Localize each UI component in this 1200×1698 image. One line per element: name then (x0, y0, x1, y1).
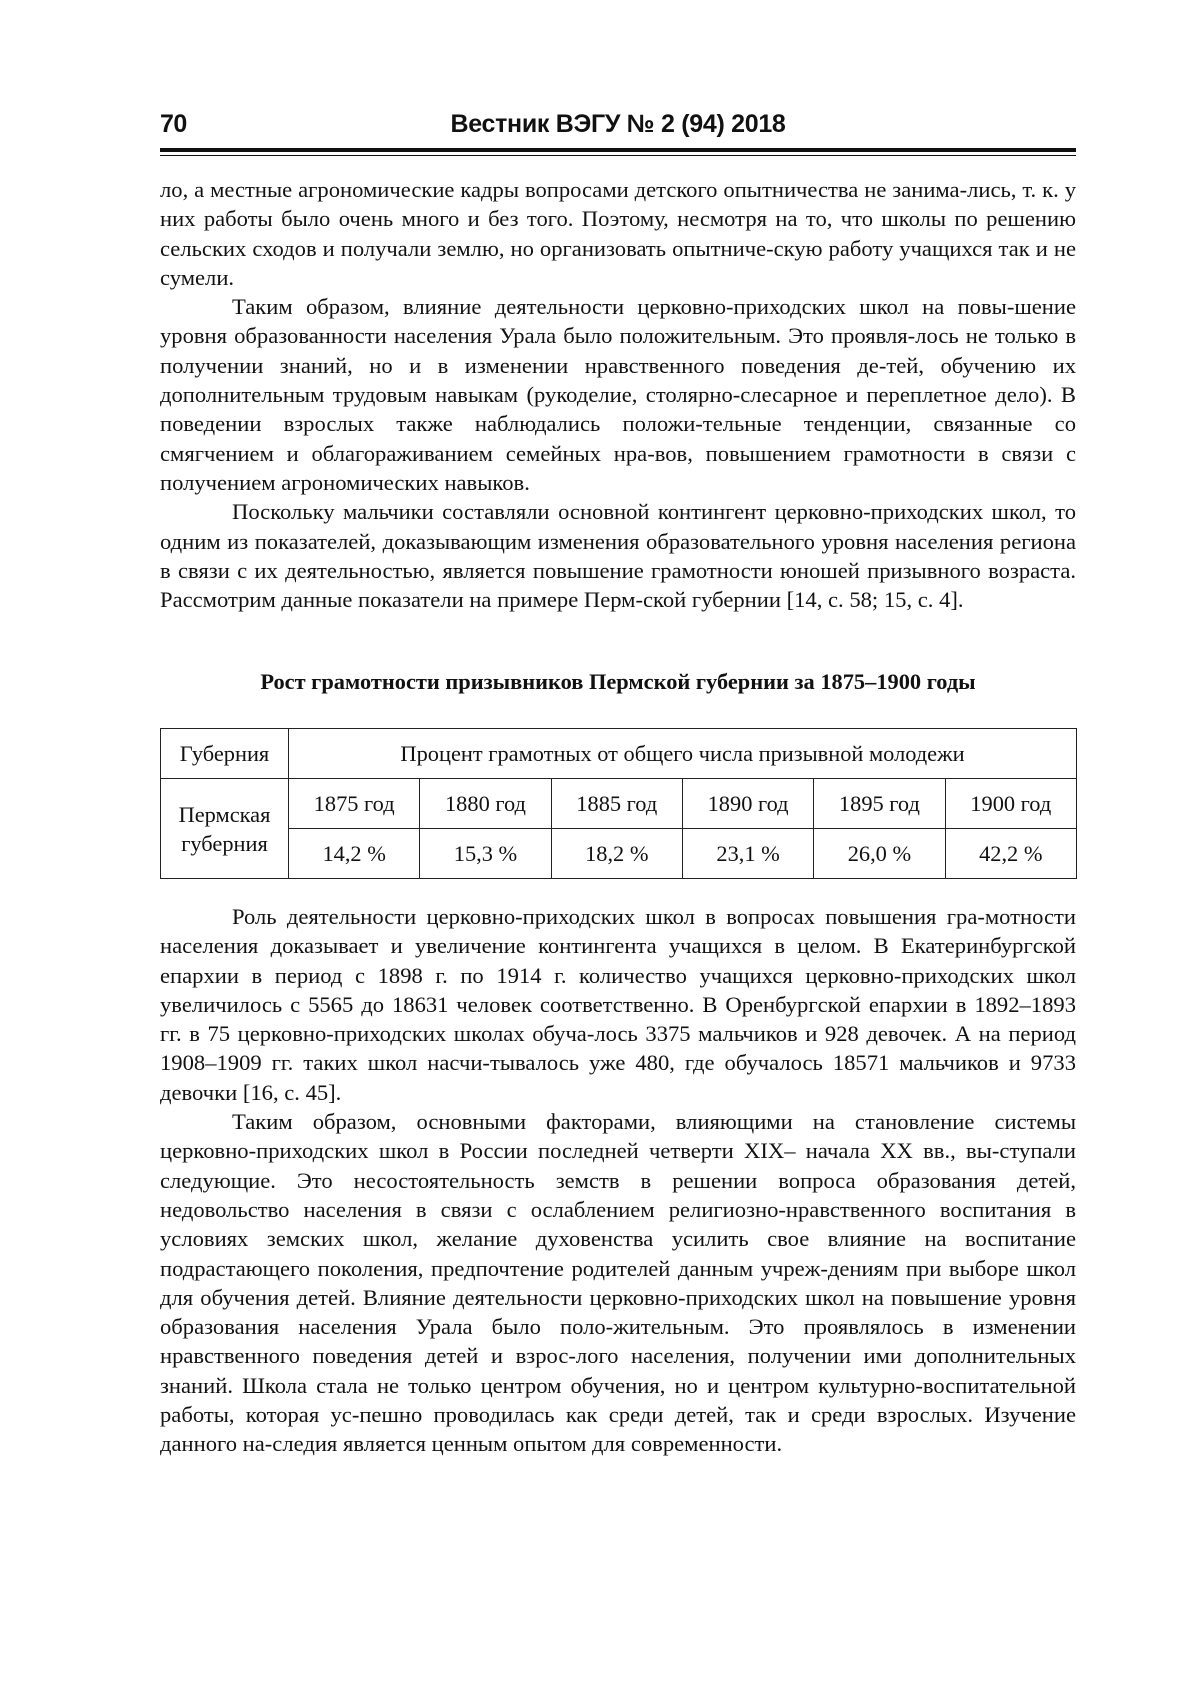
percent-cell: 23,1 % (682, 829, 813, 879)
table-row (161, 779, 1077, 829)
percent-cell: 26,0 % (814, 829, 945, 879)
literacy-table (160, 728, 1077, 879)
paragraph: Поскольку мальчики составляли основной контингент церковно-приходских школ, то одним из показателей, доказывающим изменения образовательного уровня населения региона в связи с их деятельностью, является повышение грамотности юношей призывного возраста. Рассмотрим данные показатели на примере Перм-ской губернии [14, с. 58; 15, с. 4]. (160, 499, 1076, 613)
journal-title: Вестник ВЭГУ № 2 (94) 2018 (450, 110, 786, 138)
year-cell: 1890 год (682, 779, 813, 829)
paragraph: Таким образом, основными факторами, влияющими на становление системы церковно-приходских школ в России последней четверти XIX– начала XX вв., вы-ступали следующие. Это несостоятельность земств в решении вопроса образования детей, недовольство населения в связи с ослаблением религиозно-нравственного воспитания в условиях земских школ, желание духовенства усилить свое влияние на воспитание подрастающего поколения, предпочтение родителей данным учреж-дениям при выборе школ для обучения детей. Влияние деятельности церковно-приходских школ на повышение уровня образования населения Урала было поло-жительным. Это проявлялось в изменении нравственного поведения детей и взрос-лого населения, получении ими дополнительных знаний. Школа стала не только центром обучения, но и центром культурно-воспитательной работы, которая ус-пешно проводилась как среди детей, так и среди взрослых. Изучение данного на-следия является ценным опытом для современности. (160, 1109, 1076, 1457)
percent-cell: 14,2 % (289, 829, 420, 879)
paragraph: Роль деятельности церковно-приходских школ в вопросах повышения гра-мотности населения доказывает и увеличение контингента учащихся в целом. В Екатеринбургской епархии в период с 1898 г. по 1914 г. количество учащихся церковно-приходских школ увеличилось с 5565 до 18631 человек соответственно. В Оренбургской епархии в 1892–1893 гг. в 75 церковно-приходских школах обуча-лось 3375 мальчиков и 928 девочек. А на период 1908–1909 гг. таких школ насчи-тывалось уже 480, где обучалось 18571 мальчиков и 9733 девочки [16, с. 45]. (160, 904, 1076, 1105)
region-line: Пермская (178, 801, 271, 827)
percent-cell: 15,3 % (420, 829, 551, 879)
year-cell: 1895 год (814, 779, 945, 829)
header-rule-thick (160, 148, 1076, 152)
paragraph: ло, а местные агрономические кадры вопросами детского опытничества не занима-лись, т. к. у них работы было очень много и без того. Поэтому, несмотря на то, что школы по решению сельских сходов и получали землю, но организовать опытниче-скую работу учащихся так и не сумели. (160, 177, 1076, 290)
closing-text (160, 902, 1076, 1459)
region-cell (161, 779, 289, 879)
table-caption: Рост грамотности призывников Пермской губернии за 1875–1900 годы (260, 669, 976, 694)
header-cell-percent: Процент грамотных от общего числа призывной молодежи (289, 729, 1077, 779)
year-cell: 1875 год (289, 779, 420, 829)
page-number: 70 (160, 110, 187, 138)
paragraph: Таким образом, влияние деятельности церковно-приходских школ на повы-шение уровня образованности населения Урала было положительным. Это проявля-лось не только в получении знаний, но и в изменении нравственного поведения де-тей, обучению их дополнительным трудовым навыкам (рукоделие, столярно-слесарное и переплетное дело). В поведении взрослых также наблюдались положи-тельные тенденции, связанные со смягчением и облагораживанием семейных нра-вов, повышением грамотности в связи с получением агрономических навыков. (160, 294, 1076, 495)
percent-cell: 18,2 % (551, 829, 682, 879)
percent-cell: 42,2 % (945, 829, 1076, 879)
table-row (161, 729, 1077, 779)
year-cell: 1885 год (551, 779, 682, 829)
intro-text (160, 175, 1076, 614)
region-line: губерния (181, 830, 268, 856)
running-header (160, 110, 1076, 148)
table-row (161, 829, 1077, 879)
year-cell: 1880 год (420, 779, 551, 829)
header-cell-region: Губерния (161, 729, 289, 779)
header-rule-thin (160, 155, 1076, 156)
year-cell: 1900 год (945, 779, 1076, 829)
